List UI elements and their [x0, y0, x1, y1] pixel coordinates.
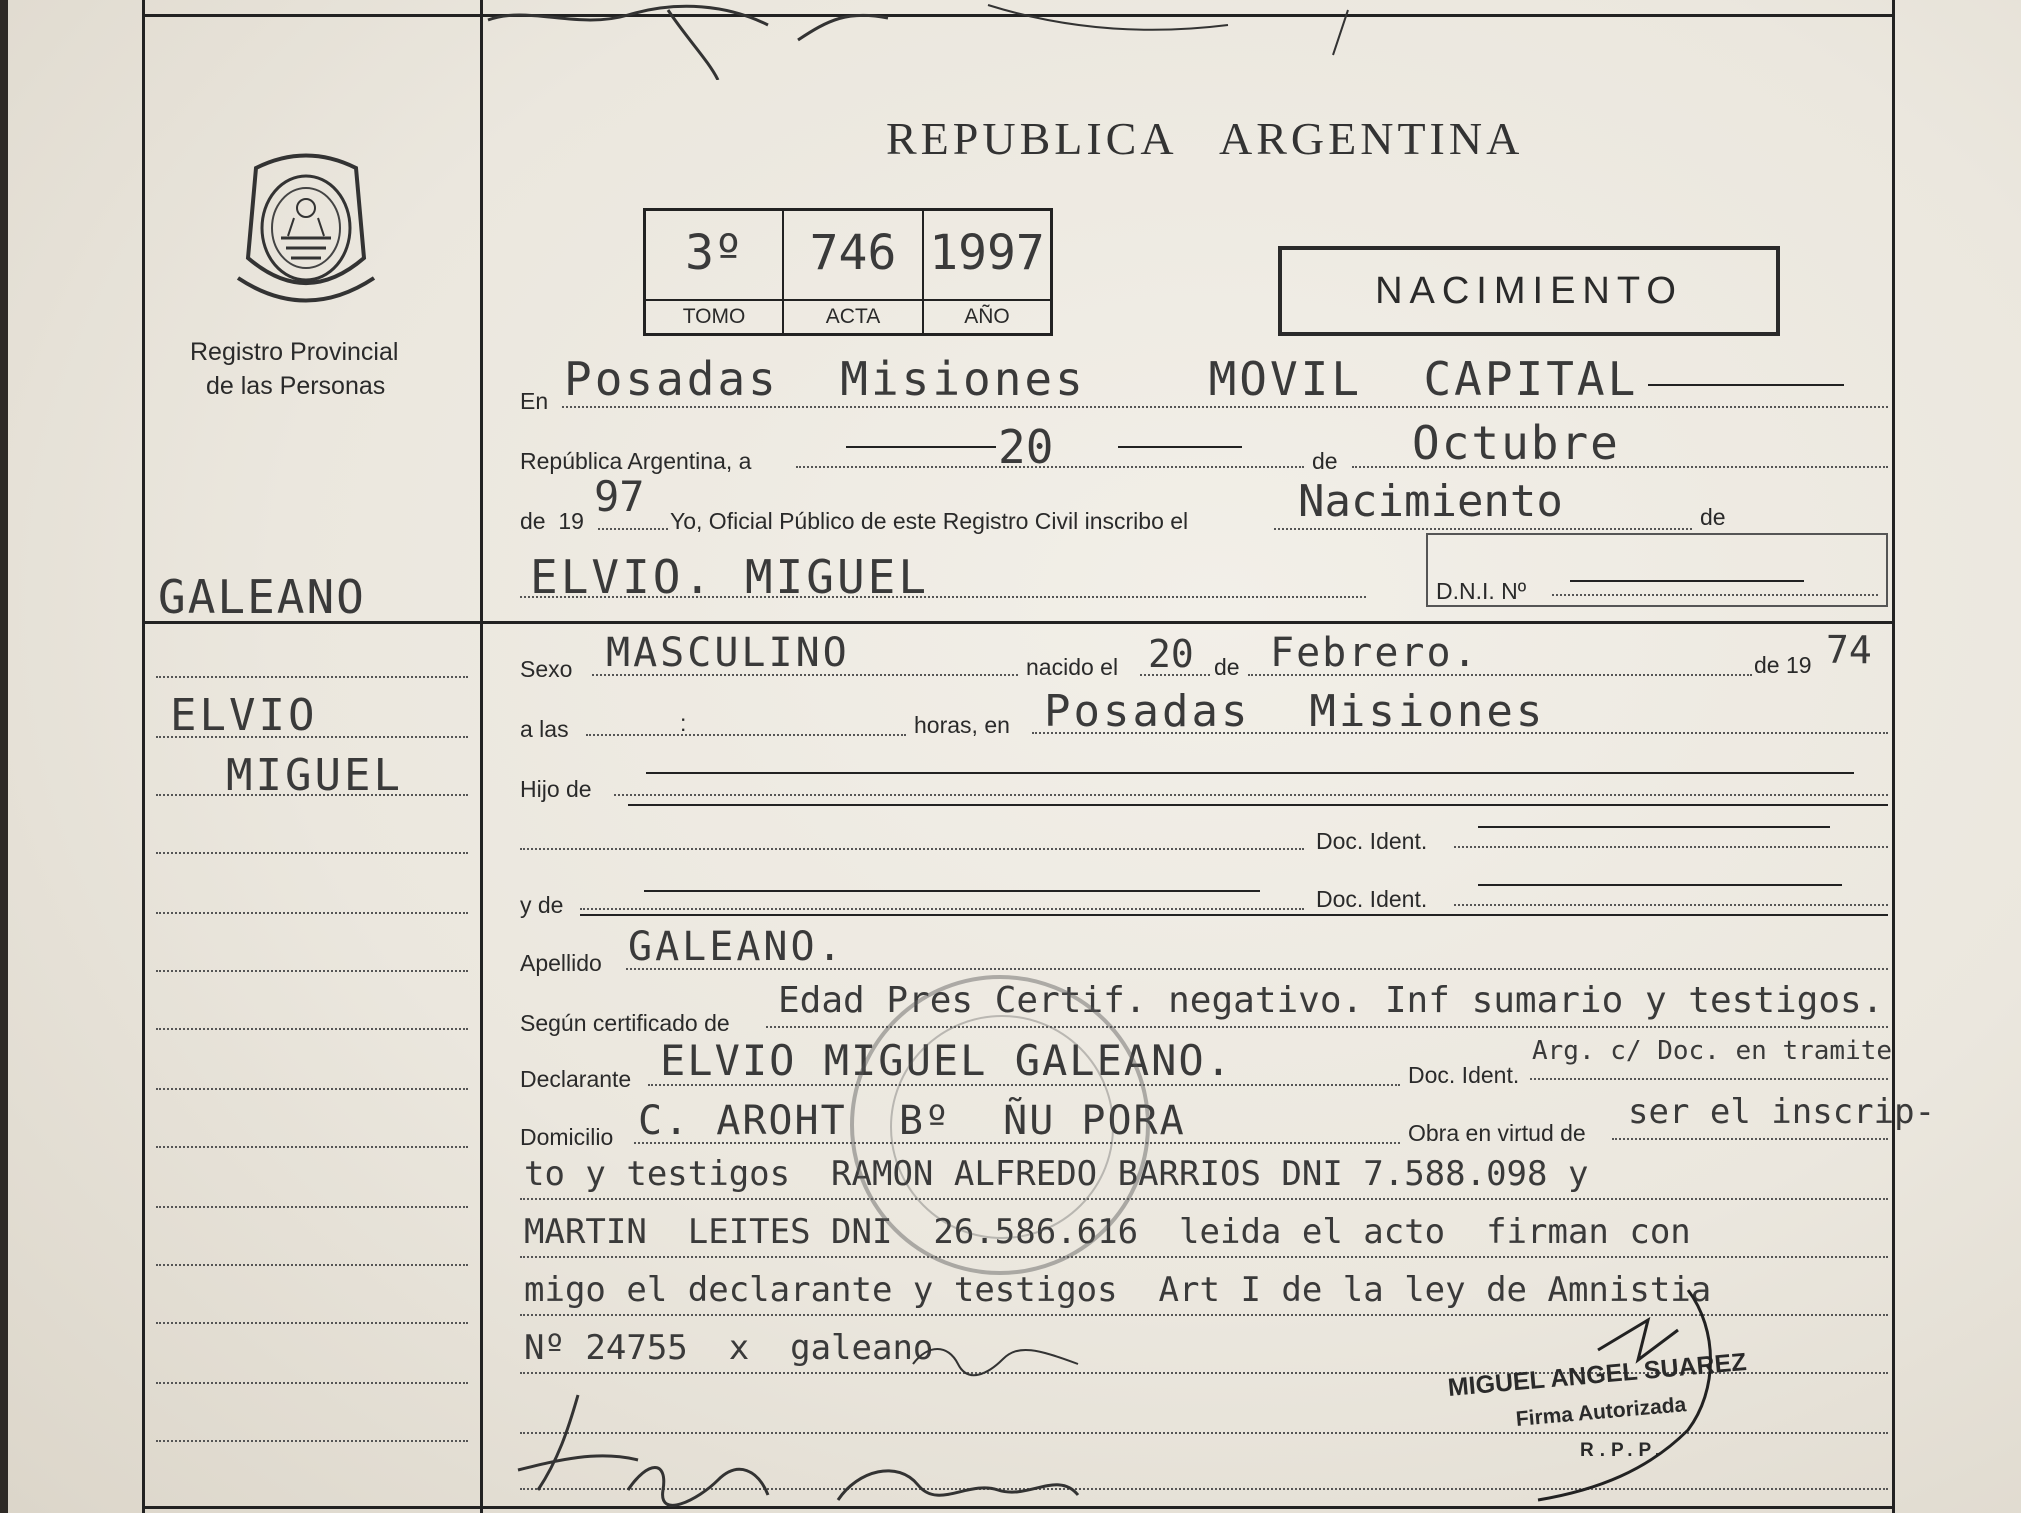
- tomo-label: TOMO: [646, 299, 782, 333]
- de-label-person: de: [1700, 504, 1726, 530]
- witness-signature: [498, 1390, 1098, 1513]
- hijo-fill-stroke-2: [628, 804, 1888, 806]
- margin-line: [156, 1440, 468, 1442]
- doc-ident-fill-stroke-1: [1478, 826, 1830, 828]
- country-title: REPUBLICA ARGENTINA: [886, 113, 1524, 164]
- margin-line: [156, 1146, 468, 1148]
- obra-label: Obra en virtud de: [1408, 1120, 1586, 1146]
- certificado-label: Según certificado de: [520, 1010, 730, 1036]
- margin-line: [156, 1206, 468, 1208]
- margin-line: [156, 736, 468, 738]
- margin-line: [156, 852, 468, 854]
- parent1-line: [520, 848, 1304, 850]
- place-value: Posadas Misiones: [1044, 686, 1546, 737]
- doc-ident-line-2: [1454, 904, 1888, 906]
- acta-label: ACTA: [784, 299, 922, 333]
- declarante-label: Declarante: [520, 1066, 632, 1092]
- oficial-text: Yo, Oficial Público de este Registro Civil inscribo el: [670, 508, 1189, 534]
- certificate-page: [8, 0, 2021, 1513]
- tomo-value: 3º: [685, 225, 743, 281]
- sexo-value: MASCULINO: [606, 630, 850, 676]
- en-line: [562, 406, 1888, 408]
- en-fill-stroke: [1648, 384, 1844, 386]
- authorized-signer-name: MIGUEL ANGEL SUAREZ: [1446, 1347, 1748, 1402]
- alas-label: a las: [520, 716, 569, 742]
- apellido-label: Apellido: [520, 950, 602, 976]
- doc-ident-label-1: Doc. Ident.: [1316, 828, 1428, 854]
- anio-value: 1997: [929, 225, 1045, 281]
- notes-line-1: to y testigos RAMON ALFREDO BARRIOS DNI 7.588.098 y: [524, 1154, 1589, 1194]
- acta-value: 746: [809, 225, 897, 281]
- year-value: 97: [594, 472, 645, 521]
- dni-fill-stroke: [1570, 580, 1804, 582]
- obra-value: ser el inscrip-: [1628, 1092, 1936, 1132]
- provincia-misiones-seal: [236, 148, 376, 308]
- domicilio-label: Domicilio: [520, 1124, 614, 1150]
- de-label-birth-month: de: [1214, 654, 1240, 680]
- tomo-cell: [646, 211, 784, 333]
- birth-month-value: Febrero.: [1270, 630, 1479, 676]
- domicilio-value: C. AROHT Bº ÑU PORA: [638, 1098, 1186, 1144]
- act-value: Nacimiento: [1298, 476, 1563, 527]
- notes-line: [520, 1198, 1888, 1200]
- notes-line-2: MARTIN LEITES DNI 26.586.616 leida el acto firman con: [524, 1212, 1691, 1252]
- margin-line: [156, 970, 468, 972]
- yde-label: y de: [520, 892, 564, 918]
- day-fill-stroke-right: [1118, 446, 1242, 448]
- nacido-label: nacido el: [1026, 654, 1119, 680]
- day-value: 20: [998, 420, 1054, 474]
- en-label: En: [520, 388, 549, 414]
- registry-name-line2: de las Personas: [206, 372, 386, 400]
- declarante-doc-value: Arg. c/ Doc. en tramite: [1532, 1036, 1893, 1066]
- person-name-value: ELVIO. MIGUEL: [530, 550, 930, 604]
- left-border: [142, 0, 145, 1513]
- act-line: [1274, 528, 1692, 530]
- dni-line: [1552, 594, 1878, 596]
- certificado-value: Edad Pres Certif. negativo. Inf sumario y testigos.: [778, 980, 1884, 1021]
- margin-line: [156, 1028, 468, 1030]
- doc-ident-fill-stroke-2: [1478, 884, 1842, 886]
- en-value: Posadas Misiones MOVIL CAPITAL: [564, 352, 1639, 406]
- margin-line: [156, 676, 468, 678]
- declarant-signature: [908, 1334, 1088, 1384]
- parents-underline: [580, 914, 1888, 916]
- margin-line: [156, 1382, 468, 1384]
- margin-line: [156, 1264, 468, 1266]
- year-prefix-label: de 19: [520, 508, 584, 534]
- doc-ident-line-1: [1454, 846, 1888, 848]
- column-divider: [480, 0, 483, 1513]
- birth-day-value: 20: [1148, 632, 1194, 676]
- sexo-label: Sexo: [520, 656, 573, 682]
- header-rule: [142, 621, 1895, 624]
- anio-label: AÑO: [924, 299, 1050, 333]
- record-kind-box: NACIMIENTO: [1278, 246, 1780, 336]
- hijo-label: Hijo de: [520, 776, 592, 802]
- notes-line-3: migo el declarante y testigos Art I de la ley de Amnistia: [524, 1270, 1712, 1310]
- official-round-stamp: [850, 975, 1150, 1275]
- hour-separator: :: [680, 710, 687, 736]
- margin-line: [156, 912, 468, 914]
- apellido-value: GALEANO.: [628, 924, 845, 970]
- yde-line: [580, 908, 1304, 910]
- dni-label: D.N.I. Nº: [1436, 578, 1527, 604]
- hour-line: [586, 734, 906, 736]
- authorized-signer-title: Firma Autorizada: [1514, 1393, 1688, 1431]
- margin-line: [156, 1322, 468, 1324]
- declarante-doc-line: [1530, 1078, 1888, 1080]
- doc-ident-label-2: Doc. Ident.: [1316, 886, 1428, 912]
- declarante-value: ELVIO MIGUEL GALEANO.: [660, 1036, 1234, 1085]
- yde-fill-stroke: [644, 890, 1260, 892]
- notes-line: [520, 1256, 1888, 1258]
- margin-surname: GALEANO: [158, 570, 366, 624]
- margin-given-name-2: MIGUEL: [226, 750, 403, 801]
- obra-line: [1612, 1138, 1888, 1140]
- year-line: [598, 528, 668, 530]
- horas-label: horas, en: [914, 712, 1010, 738]
- republica-label: República Argentina, a: [520, 448, 752, 474]
- margin-line: [156, 1088, 468, 1090]
- birth-year-prefix: de 19: [1754, 652, 1812, 678]
- hijo-line: [614, 794, 1888, 796]
- margin-line: [156, 794, 468, 796]
- day-fill-stroke-left: [846, 446, 996, 448]
- acta-cell: [784, 211, 924, 333]
- month-value: Octubre: [1412, 416, 1620, 470]
- hijo-fill-stroke-1: [646, 772, 1854, 774]
- doc-ident-label-3: Doc. Ident.: [1408, 1062, 1520, 1088]
- right-border: [1892, 0, 1895, 1513]
- birth-year-value: 74: [1826, 628, 1872, 672]
- authorized-signer-office: R.P.P.: [1580, 1440, 1667, 1461]
- top-signature-remnant: [468, 0, 1368, 80]
- registry-name-line1: Registro Provincial: [190, 338, 399, 366]
- notes-line-4: Nº 24755 x galeano: [524, 1328, 934, 1368]
- margin-given-name-1: ELVIO: [170, 690, 318, 741]
- anio-cell: [924, 211, 1050, 333]
- de-label-month: de: [1312, 448, 1338, 474]
- authorized-signature: [1418, 1270, 1778, 1510]
- record-number-table: [643, 208, 1053, 336]
